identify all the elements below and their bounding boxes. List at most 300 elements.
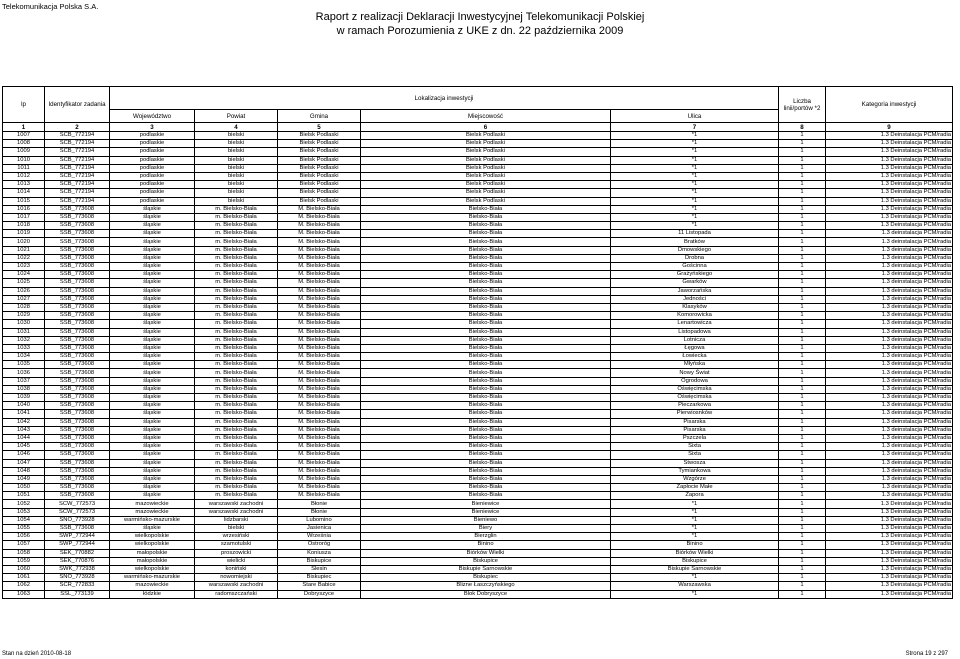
cell-gmina: M. Bielsko-Biała [278,394,361,402]
cell-lp: 1056 [3,533,45,541]
cell-lp: 1052 [3,500,45,508]
cell-kategoria: 1.3 deinstalacja PCM/radia [826,312,953,320]
cell-lp: 1037 [3,377,45,385]
cell-gmina: Dobryszyce [278,590,361,598]
cell-liczba: 1 [779,565,826,573]
table-row [3,418,953,426]
cell-id: SSB_773608 [45,492,110,500]
cell-powiat: m. Bielsko-Biała [195,361,278,369]
cell-gmina: M. Bielsko-Biała [278,303,361,311]
cell-powiat: m. Bielsko-Biała [195,434,278,442]
cell-id: SSB_773608 [45,434,110,442]
cell-lp: 1009 [3,148,45,156]
cell-wojewodztwo: śląskie [110,475,195,483]
table-row [3,197,953,205]
cell-wojewodztwo: śląskie [110,263,195,271]
cell-liczba: 1 [779,451,826,459]
header-liczba: Liczba linii/portów *2 [779,87,826,123]
cell-gmina: M. Bielsko-Biała [278,426,361,434]
table-row [3,451,953,459]
cell-kategoria: 1.3 Deinstalacja PCM/radia [826,181,953,189]
cell-liczba: 1 [779,361,826,369]
cell-liczba: 1 [779,394,826,402]
cell-id: SSB_773608 [45,287,110,295]
cell-powiat: wrzesiński [195,533,278,541]
cell-lp: 1051 [3,492,45,500]
cell-kategoria: 1.3 Deinstalacja PCM/radia [826,205,953,213]
cell-gmina: M. Bielsko-Biała [278,361,361,369]
cell-lp: 1027 [3,295,45,303]
cell-lp: 1032 [3,336,45,344]
table-row [3,287,953,295]
cell-id: SNO_773928 [45,574,110,582]
cell-miejscowosc: Bielsko-Biała [361,443,611,451]
cell-miejscowosc: Bielsko-Biała [361,222,611,230]
cell-lp: 1058 [3,549,45,557]
table-row [3,410,953,418]
col-number: 1 [3,123,45,132]
cell-powiat: lidzbarski [195,516,278,524]
table-row [3,492,953,500]
cell-wojewodztwo: śląskie [110,205,195,213]
cell-liczba: 1 [779,541,826,549]
cell-liczba: 1 [779,254,826,262]
cell-id: SSB_773608 [45,279,110,287]
cell-gmina: Błonie [278,500,361,508]
cell-wojewodztwo: śląskie [110,279,195,287]
cell-powiat: m. Bielsko-Biała [195,353,278,361]
col-number: 3 [110,123,195,132]
cell-powiat: m. Bielsko-Biała [195,254,278,262]
cell-lp: 1022 [3,254,45,262]
cell-ulica: Pierwiosnków [611,410,779,418]
cell-liczba: 1 [779,164,826,172]
cell-gmina: M. Bielsko-Biała [278,492,361,500]
cell-gmina: M. Bielsko-Biała [278,295,361,303]
cell-id: SSB_773608 [45,418,110,426]
cell-kategoria: 1.3 Deinstalacja PCM/radia [826,172,953,180]
cell-miejscowosc: Bielsk Podlaski [361,164,611,172]
cell-lp: 1049 [3,475,45,483]
cell-wojewodztwo: podlaskie [110,172,195,180]
cell-ulica: Listopadowa [611,328,779,336]
cell-miejscowosc: Bielsko-Biała [361,263,611,271]
cell-id: SSB_773608 [45,402,110,410]
cell-id: SSB_773608 [45,222,110,230]
cell-wojewodztwo: śląskie [110,271,195,279]
cell-id: SWP_772944 [45,533,110,541]
cell-wojewodztwo: podlaskie [110,189,195,197]
col-number: 9 [826,123,953,132]
cell-ulica: Ogrodowa [611,377,779,385]
cell-lp: 1043 [3,426,45,434]
cell-id: SSB_773608 [45,205,110,213]
cell-id: SSB_773608 [45,328,110,336]
cell-gmina: M. Bielsko-Biała [278,312,361,320]
cell-wojewodztwo: podlaskie [110,156,195,164]
cell-gmina: Bielsk Podlaski [278,132,361,140]
cell-gmina: M. Bielsko-Biała [278,287,361,295]
cell-kategoria: 1.3 deinstalacja PCM/radia [826,434,953,442]
cell-lp: 1017 [3,213,45,221]
cell-powiat: bielski [195,525,278,533]
cell-gmina: Jasienica [278,525,361,533]
cell-id: SSB_773608 [45,377,110,385]
cell-id: SCW_772573 [45,508,110,516]
cell-ulica: 11 Listopada [611,230,779,238]
cell-gmina: M. Bielsko-Biała [278,254,361,262]
cell-kategoria: 1.3 deinstalacja PCM/radia [826,492,953,500]
cell-id: SCB_772194 [45,132,110,140]
cell-gmina: M. Bielsko-Biała [278,353,361,361]
cell-kategoria: 1.3 Deinstalacja PCM/radia [826,148,953,156]
cell-powiat: m. Bielsko-Biała [195,263,278,271]
header-lp: lp [3,87,45,123]
cell-miejscowosc: Bielsko-Biała [361,418,611,426]
table-row [3,140,953,148]
cell-liczba: 1 [779,279,826,287]
cell-gmina: M. Bielsko-Biała [278,320,361,328]
cell-miejscowosc: Bierzglin [361,533,611,541]
cell-ulica: Bratków [611,238,779,246]
cell-gmina: M. Bielsko-Biała [278,484,361,492]
cell-id: SCW_772573 [45,500,110,508]
cell-kategoria: 1.3 deinstalacja PCM/radia [826,344,953,352]
cell-kategoria: 1.3 deinstalacja PCM/radia [826,263,953,271]
cell-lp: 1050 [3,484,45,492]
cell-miejscowosc: Bielsko-Biała [361,377,611,385]
cell-id: SSB_773608 [45,467,110,475]
cell-wojewodztwo: śląskie [110,336,195,344]
cell-gmina: M. Bielsko-Biała [278,336,361,344]
cell-ulica: *1 [611,197,779,205]
cell-ulica: Młyńska [611,361,779,369]
cell-liczba: 1 [779,574,826,582]
cell-wojewodztwo: śląskie [110,344,195,352]
table-row [3,222,953,230]
cell-id: SCB_772194 [45,148,110,156]
cell-lp: 1026 [3,287,45,295]
cell-ulica: Binino [611,541,779,549]
cell-ulica: Biskupice [611,557,779,565]
cell-powiat: m. Bielsko-Biała [195,410,278,418]
cell-miejscowosc: Bielsko-Biała [361,369,611,377]
cell-gmina: M. Bielsko-Biała [278,222,361,230]
cell-lp: 1014 [3,189,45,197]
cell-wojewodztwo: warmińsko-mazurskie [110,574,195,582]
cell-liczba: 1 [779,369,826,377]
cell-kategoria: 1.3 Deinstalacja PCM/radia [826,557,953,565]
cell-kategoria: 1.3 deinstalacja PCM/radia [826,394,953,402]
cell-ulica: *1 [611,140,779,148]
cell-kategoria: 1.3 deinstalacja PCM/radia [826,353,953,361]
header-powiat: Powiat [195,110,278,123]
cell-id: SSB_773608 [45,353,110,361]
cell-powiat: m. Bielsko-Biała [195,246,278,254]
cell-wojewodztwo: śląskie [110,230,195,238]
cell-ulica: *1 [611,164,779,172]
cell-kategoria: 1.3 Deinstalacja PCM/radia [826,164,953,172]
cell-wojewodztwo: mazowieckie [110,508,195,516]
cell-kategoria: 1.3 deinstalacja PCM/radia [826,361,953,369]
cell-liczba: 1 [779,213,826,221]
cell-wojewodztwo: śląskie [110,213,195,221]
cell-kategoria: 1.3 deinstalacja PCM/radia [826,246,953,254]
cell-lp: 1057 [3,541,45,549]
cell-ulica: Tymiankowa [611,467,779,475]
header-id: Identyfikator zadania [45,87,110,123]
table-row [3,295,953,303]
cell-powiat: m. Bielsko-Biała [195,418,278,426]
cell-gmina: M. Bielsko-Biała [278,369,361,377]
cell-miejscowosc: Bielsko-Biała [361,426,611,434]
cell-ulica: Nowy Świat [611,369,779,377]
company-name: Telekomunikacja Polska S.A. [2,2,99,11]
cell-wojewodztwo: śląskie [110,385,195,393]
cell-kategoria: 1.3 Deinstalacja PCM/radia [826,189,953,197]
cell-powiat: m. Bielsko-Biała [195,205,278,213]
cell-wojewodztwo: śląskie [110,369,195,377]
cell-lp: 1063 [3,590,45,598]
cell-powiat: radomszczański [195,590,278,598]
cell-lp: 1020 [3,238,45,246]
column-number-row [3,123,953,132]
cell-powiat: bielski [195,181,278,189]
cell-liczba: 1 [779,132,826,140]
cell-lp: 1025 [3,279,45,287]
cell-liczba: 1 [779,426,826,434]
cell-id: SSB_773608 [45,410,110,418]
cell-kategoria: 1.3 Deinstalacja PCM/radia [826,533,953,541]
cell-lp: 1018 [3,222,45,230]
table-row [3,328,953,336]
cell-powiat: m. Bielsko-Biała [195,369,278,377]
cell-wojewodztwo: podlaskie [110,140,195,148]
cell-kategoria: 1.3 deinstalacja PCM/radia [826,336,953,344]
cell-powiat: warszawski zachodni [195,500,278,508]
cell-liczba: 1 [779,377,826,385]
table-row [3,238,953,246]
cell-kategoria: 1.3 deinstalacja PCM/radia [826,279,953,287]
table-row [3,516,953,524]
cell-wojewodztwo: podlaskie [110,197,195,205]
cell-ulica: Sixta [611,451,779,459]
cell-ulica: Pisarska [611,426,779,434]
cell-gmina: Ślesin [278,565,361,573]
table-row [3,164,953,172]
cell-liczba: 1 [779,336,826,344]
cell-powiat: m. Bielsko-Biała [195,271,278,279]
cell-liczba: 1 [779,459,826,467]
cell-powiat: m. Bielsko-Biała [195,336,278,344]
cell-id: SSB_773608 [45,263,110,271]
cell-liczba: 1 [779,271,826,279]
cell-miejscowosc: Bielsko-Biała [361,254,611,262]
cell-powiat: m. Bielsko-Biała [195,238,278,246]
cell-lp: 1015 [3,197,45,205]
table-body [3,132,953,599]
cell-miejscowosc: Bielsko-Biała [361,344,611,352]
cell-id: SCB_772194 [45,197,110,205]
cell-ulica: *1 [611,516,779,524]
investment-table [2,86,953,599]
cell-powiat: proszowicki [195,549,278,557]
cell-miejscowosc: Bielsko-Biała [361,402,611,410]
cell-id: SCB_772194 [45,140,110,148]
cell-gmina: Września [278,533,361,541]
cell-wojewodztwo: podlaskie [110,164,195,172]
cell-id: SCB_772194 [45,189,110,197]
cell-id: SSL_773139 [45,590,110,598]
cell-wojewodztwo: śląskie [110,443,195,451]
cell-liczba: 1 [779,230,826,238]
table-row [3,525,953,533]
table-row [3,484,953,492]
cell-lp: 1036 [3,369,45,377]
cell-liczba: 1 [779,590,826,598]
cell-miejscowosc: Bielsko-Biała [361,434,611,442]
col-number: 6 [361,123,611,132]
cell-liczba: 1 [779,222,826,230]
cell-gmina: M. Bielsko-Biała [278,451,361,459]
cell-miejscowosc: Blizne Łaszczyńskiego [361,582,611,590]
table-row [3,254,953,262]
cell-wojewodztwo: śląskie [110,410,195,418]
cell-gmina: M. Bielsko-Biała [278,459,361,467]
cell-kategoria: 1.3 deinstalacja PCM/radia [826,295,953,303]
cell-gmina: M. Bielsko-Biała [278,279,361,287]
cell-powiat: koniński [195,565,278,573]
cell-gmina: M. Bielsko-Biała [278,377,361,385]
cell-wojewodztwo: śląskie [110,402,195,410]
cell-gmina: M. Bielsko-Biała [278,475,361,483]
cell-miejscowosc: Bielsko-Biała [361,295,611,303]
table-row [3,582,953,590]
cell-lp: 1011 [3,164,45,172]
cell-liczba: 1 [779,385,826,393]
cell-wojewodztwo: mazowieckie [110,500,195,508]
cell-lp: 1023 [3,263,45,271]
cell-miejscowosc: Bielsko-Biała [361,361,611,369]
cell-powiat: m. Bielsko-Biała [195,312,278,320]
cell-lp: 1059 [3,557,45,565]
cell-gmina: Błonie [278,508,361,516]
cell-kategoria: 1.3 Deinstalacja PCM/radia [826,549,953,557]
cell-liczba: 1 [779,500,826,508]
cell-gmina: Bielsk Podlaski [278,140,361,148]
cell-id: SSB_773608 [45,271,110,279]
cell-miejscowosc: Bielsko-Biała [361,287,611,295]
cell-id: SSB_773608 [45,238,110,246]
cell-lp: 1054 [3,516,45,524]
cell-ulica: Dmowskiego [611,246,779,254]
cell-gmina: Stare Babice [278,582,361,590]
cell-id: SSB_773608 [45,443,110,451]
cell-powiat: m. Bielsko-Biała [195,230,278,238]
cell-lp: 1030 [3,320,45,328]
cell-kategoria: 1.3 Deinstalacja PCM/radia [826,132,953,140]
cell-miejscowosc: Biskupice [361,557,611,565]
cell-miejscowosc: Biskupie Sarnowskie [361,565,611,573]
cell-wojewodztwo: warmińsko-mazurskie [110,516,195,524]
cell-lp: 1033 [3,344,45,352]
cell-liczba: 1 [779,557,826,565]
header-kategoria: Kategoria inwestycji [826,87,953,123]
cell-gmina: Bielsk Podlaski [278,189,361,197]
cell-kategoria: 1.3 Deinstalacja PCM/radia [826,508,953,516]
cell-wojewodztwo: śląskie [110,492,195,500]
cell-liczba: 1 [779,172,826,180]
col-number: 8 [779,123,826,132]
cell-gmina: Bielsk Podlaski [278,197,361,205]
cell-ulica: *1 [611,590,779,598]
col-number: 5 [278,123,361,132]
cell-kategoria: 1.3 Deinstalacja PCM/radia [826,500,953,508]
cell-lp: 1034 [3,353,45,361]
table-row [3,377,953,385]
cell-miejscowosc: Bielsk Podlaski [361,189,611,197]
cell-wojewodztwo: śląskie [110,459,195,467]
cell-powiat: warszawski zachodni [195,508,278,516]
cell-lp: 1061 [3,574,45,582]
cell-id: SCB_772194 [45,172,110,180]
cell-kategoria: 1.3 deinstalacja PCM/radia [826,271,953,279]
cell-ulica: *1 [611,148,779,156]
cell-powiat: m. Bielsko-Biała [195,451,278,459]
table-row [3,459,953,467]
table-row [3,467,953,475]
cell-wojewodztwo: śląskie [110,295,195,303]
table-row [3,271,953,279]
cell-lp: 1046 [3,451,45,459]
cell-id: SSB_773608 [45,451,110,459]
cell-gmina: M. Bielsko-Biała [278,402,361,410]
cell-ulica: *1 [611,189,779,197]
cell-ulica: *1 [611,213,779,221]
cell-kategoria: 1.3 Deinstalacja PCM/radia [826,197,953,205]
cell-ulica: Łęgowa [611,344,779,352]
cell-ulica: Stwosza [611,459,779,467]
cell-ulica: Łowiecka [611,353,779,361]
cell-miejscowosc: Bielsko-Biała [361,353,611,361]
cell-powiat: m. Bielsko-Biała [195,222,278,230]
table-row [3,336,953,344]
cell-kategoria: 1.3 deinstalacja PCM/radia [826,328,953,336]
cell-gmina: M. Bielsko-Biała [278,263,361,271]
cell-gmina: Bielsk Podlaski [278,172,361,180]
cell-ulica: *1 [611,533,779,541]
table-row [3,508,953,516]
cell-id: SCB_772194 [45,164,110,172]
cell-ulica: Pieczarkowa [611,402,779,410]
cell-id: SSB_773608 [45,254,110,262]
table-row [3,541,953,549]
cell-ulica: Wzgórze [611,475,779,483]
cell-miejscowosc: Bieniewo [361,516,611,524]
table-row [3,230,953,238]
table-row [3,385,953,393]
cell-gmina: Bielsk Podlaski [278,148,361,156]
header-gmina: Gmina [278,110,361,123]
cell-wojewodztwo: śląskie [110,525,195,533]
cell-powiat: m. Bielsko-Biała [195,426,278,434]
cell-powiat: m. Bielsko-Biała [195,377,278,385]
cell-ulica: Gościnna [611,263,779,271]
table-row [3,312,953,320]
table-row [3,434,953,442]
cell-liczba: 1 [779,238,826,246]
cell-ulica: Sixta [611,443,779,451]
